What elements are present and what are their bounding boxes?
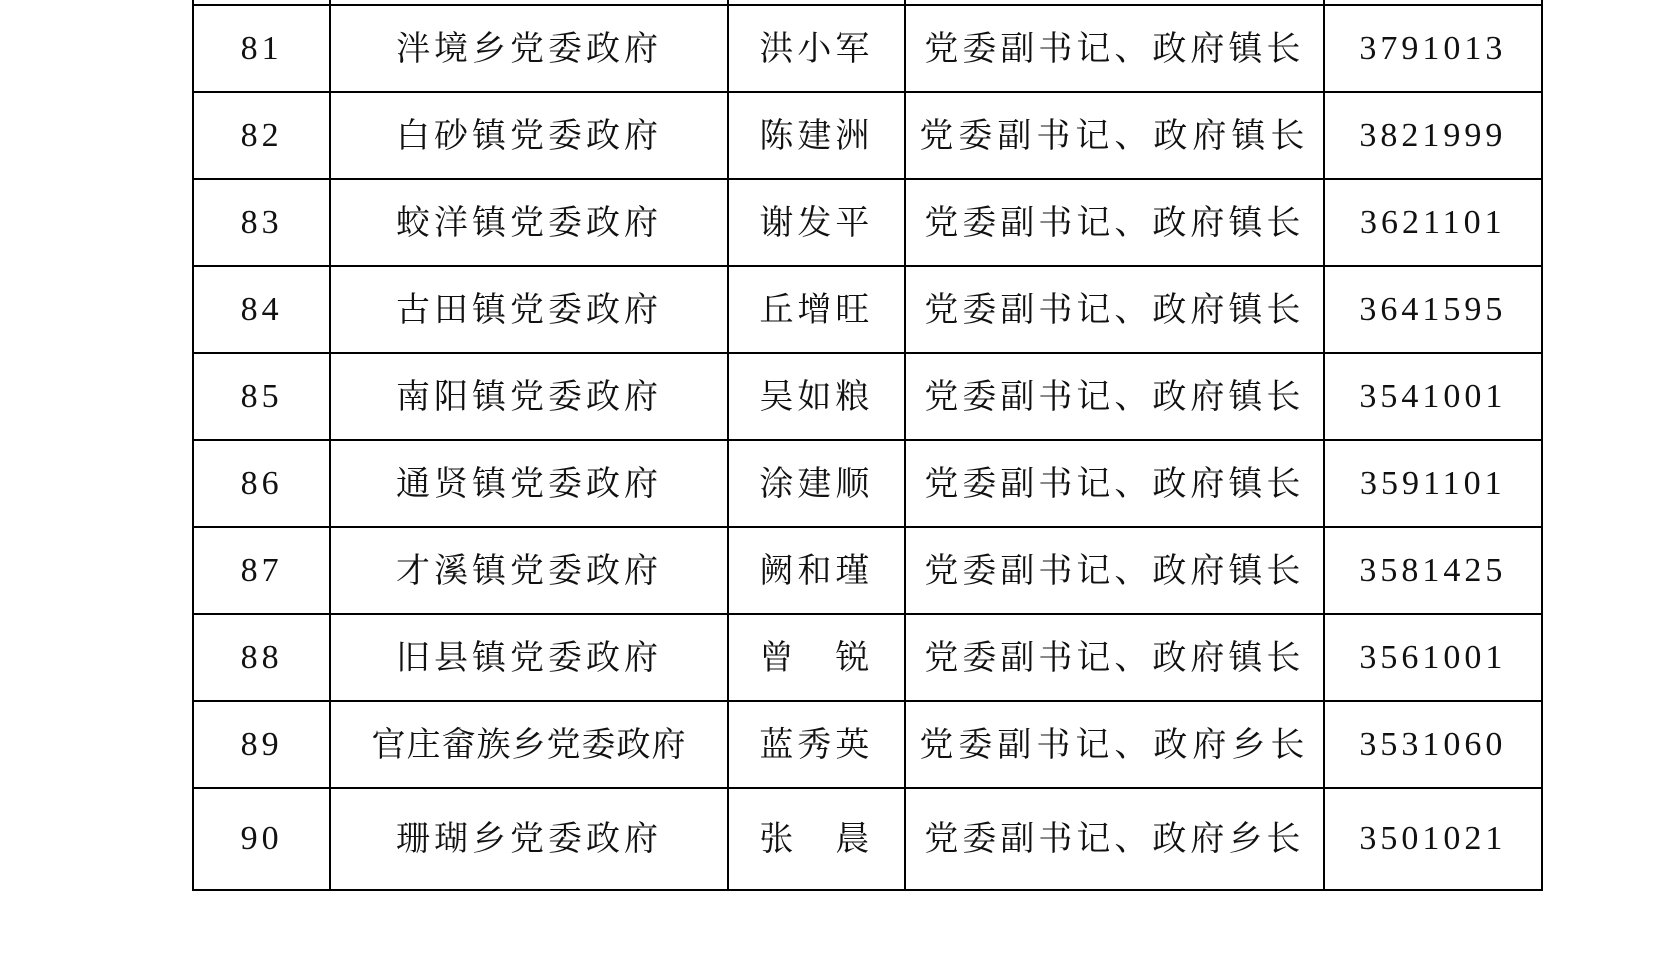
cell-title: 党委副书记、政府镇长 [905,179,1324,266]
table-row [193,614,1542,701]
table-row [193,788,1542,890]
cell-title: 党委副书记、政府镇长 [905,92,1324,179]
cell-number: 83 [193,179,330,266]
cell-unit: 古田镇党委政府 [330,266,728,353]
cell-number: 82 [193,92,330,179]
cell-unit: 泮境乡党委政府 [330,5,728,92]
cell-number: 88 [193,614,330,701]
cell-number: 86 [193,440,330,527]
cell-name: 谢发平 [728,179,905,266]
cell-title: 党委副书记、政府乡长 [905,701,1324,788]
cell-unit: 南阳镇党委政府 [330,353,728,440]
cell-number: 89 [193,701,330,788]
cell-phone: 3531060 [1324,701,1542,788]
cell-name: 丘增旺 [728,266,905,353]
cell-phone: 3621101 [1324,179,1542,266]
cell-name: 蓝秀英 [728,701,905,788]
cell-unit: 白砂镇党委政府 [330,92,728,179]
table-row [193,353,1542,440]
cell-unit: 通贤镇党委政府 [330,440,728,527]
cell-title: 党委副书记、政府镇长 [905,614,1324,701]
cell-title: 党委副书记、政府镇长 [905,527,1324,614]
cell-phone: 3791013 [1324,5,1542,92]
cell-unit: 蛟洋镇党委政府 [330,179,728,266]
cell-phone: 3641595 [1324,266,1542,353]
table-row [193,701,1542,788]
cell-unit: 珊瑚乡党委政府 [330,788,728,890]
cell-unit: 才溪镇党委政府 [330,527,728,614]
table-row [193,5,1542,92]
cell-title: 党委副书记、政府镇长 [905,440,1324,527]
cell-number: 85 [193,353,330,440]
cell-name: 吴如粮 [728,353,905,440]
cell-phone: 3561001 [1324,614,1542,701]
table-row [193,179,1542,266]
contact-table [192,0,1543,891]
cell-number: 81 [193,5,330,92]
cell-title: 党委副书记、政府镇长 [905,266,1324,353]
cell-phone: 3591101 [1324,440,1542,527]
cell-unit: 旧县镇党委政府 [330,614,728,701]
cell-number: 90 [193,788,330,890]
cell-title: 党委副书记、政府镇长 [905,353,1324,440]
table-row [193,266,1542,353]
cell-phone: 3501021 [1324,788,1542,890]
contact-table-body [193,0,1542,890]
cell-name: 曾 锐 [728,614,905,701]
cell-phone: 3541001 [1324,353,1542,440]
cell-title: 党委副书记、政府乡长 [905,788,1324,890]
cell-number: 84 [193,266,330,353]
cell-name: 张 晨 [728,788,905,890]
cell-unit: 官庄畲族乡党委政府 [330,701,728,788]
cell-title: 党委副书记、政府镇长 [905,5,1324,92]
table-row [193,527,1542,614]
cell-name: 阙和瑾 [728,527,905,614]
cell-phone: 3581425 [1324,527,1542,614]
cell-number: 87 [193,527,330,614]
table-row [193,440,1542,527]
cell-name: 涂建顺 [728,440,905,527]
cell-phone: 3821999 [1324,92,1542,179]
table-row [193,92,1542,179]
cell-name: 洪小军 [728,5,905,92]
cell-name: 陈建洲 [728,92,905,179]
